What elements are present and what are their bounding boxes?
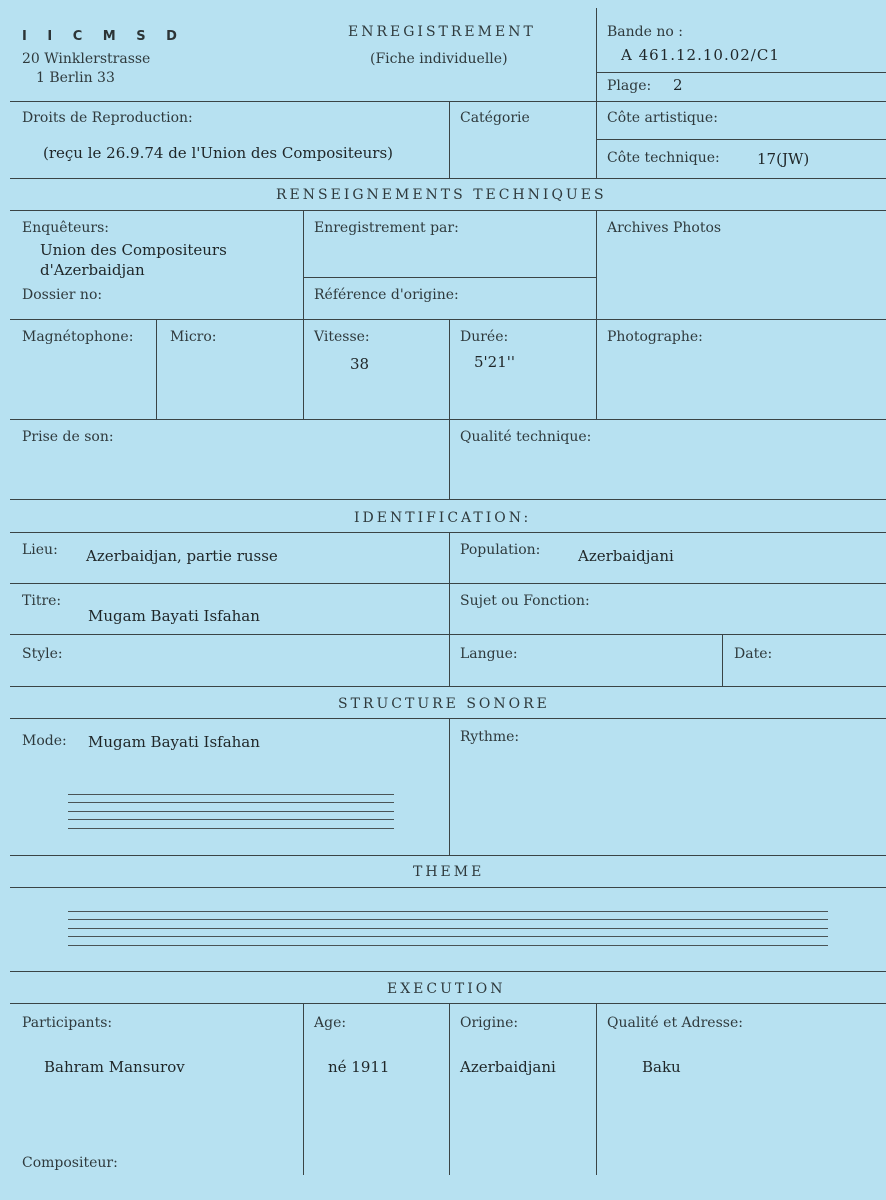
mode-staff-line <box>68 811 394 812</box>
langue-label: Langue: <box>460 646 518 662</box>
form-subtitle: (Fiche individuelle) <box>370 51 508 67</box>
address-line-1: 20 Winklerstrasse <box>22 51 151 67</box>
vline-date <box>722 634 723 686</box>
mode-staff-line <box>68 794 394 795</box>
vline-micro <box>156 319 157 419</box>
date-label: Date: <box>734 646 773 662</box>
vitesse-label: Vitesse: <box>314 329 370 345</box>
enregistrement-par-label: Enregistrement par: <box>314 220 459 236</box>
rythme-label: Rythme: <box>460 729 520 745</box>
section-title-technical: RENSEIGNEMENTS TECHNIQUES <box>276 187 607 203</box>
vline-ident <box>449 532 450 686</box>
vline-duree <box>449 319 450 419</box>
divider-equipment <box>10 419 886 420</box>
bande-value: A 461.12.10.02/C1 <box>621 46 780 64</box>
style-label: Style: <box>22 646 63 662</box>
vline-tech-mid <box>303 210 304 419</box>
vitesse-value: 38 <box>350 355 370 373</box>
divider-titre <box>10 634 886 635</box>
divider-theme-title <box>10 887 886 888</box>
divider-enregistrement <box>303 277 596 278</box>
mode-staff-line <box>68 802 394 803</box>
age-label: Age: <box>314 1015 347 1031</box>
mode-label: Mode: <box>22 733 67 749</box>
vline-origine <box>449 1003 450 1175</box>
divider-theme <box>10 971 886 972</box>
divider-cote <box>596 139 886 140</box>
section-title-structure: STRUCTURE SONORE <box>338 696 550 712</box>
mode-value: Mugam Bayati Isfahan <box>88 733 260 751</box>
qualite-technique-label: Qualité technique: <box>460 429 592 445</box>
theme-staff-line <box>68 919 828 920</box>
population-label: Population: <box>460 542 541 558</box>
address-line-2: 1 Berlin 33 <box>36 70 115 86</box>
divider-dossier <box>10 319 886 320</box>
prise-de-son-label: Prise de son: <box>22 429 114 445</box>
sujet-label: Sujet ou Fonction: <box>460 593 590 609</box>
vline-structure <box>449 718 450 855</box>
vline-age <box>303 1003 304 1175</box>
cote-technique-value: 17(JW) <box>757 150 810 168</box>
theme-staff-line <box>68 945 828 946</box>
micro-label: Micro: <box>170 329 217 345</box>
vline-qualite-adresse <box>596 1003 597 1175</box>
titre-value: Mugam Bayati Isfahan <box>88 607 260 625</box>
compositeur-label: Compositeur: <box>22 1155 118 1171</box>
qualite-adresse-value: Baku <box>642 1058 681 1076</box>
origine-label: Origine: <box>460 1015 519 1031</box>
magnetophone-label: Magnétophone: <box>22 329 134 345</box>
qualite-adresse-label: Qualité et Adresse: <box>607 1015 743 1031</box>
categorie-label: Catégorie <box>460 110 530 126</box>
duree-value: 5'21'' <box>474 353 516 371</box>
reference-label: Référence d'origine: <box>314 287 459 303</box>
divider-style <box>10 686 886 687</box>
enqueteurs-value-2: d'Azerbaidjan <box>40 261 145 279</box>
org-name: I I C M S D <box>22 29 185 44</box>
titre-label: Titre: <box>22 593 62 609</box>
vline-categorie <box>449 101 450 178</box>
lieu-label: Lieu: <box>22 542 58 558</box>
divider-structure-title <box>10 718 886 719</box>
vline-qualite <box>449 419 450 499</box>
divider-ident-title <box>10 532 886 533</box>
section-title-identification: IDENTIFICATION: <box>354 510 532 526</box>
theme-staff-line <box>68 911 828 912</box>
mode-staff-line <box>68 819 394 820</box>
divider-rights <box>10 178 886 179</box>
duree-label: Durée: <box>460 329 509 345</box>
origine-value: Azerbaidjani <box>460 1058 556 1076</box>
divider-header <box>10 101 886 102</box>
mode-staff-line <box>68 828 394 829</box>
theme-staff-line <box>68 928 828 929</box>
cote-artistique-label: Côte artistique: <box>607 110 718 126</box>
droits-label: Droits de Reproduction: <box>22 110 193 126</box>
enqueteurs-label: Enquêteurs: <box>22 220 110 236</box>
divider-structure <box>10 855 886 856</box>
age-value: né 1911 <box>328 1058 390 1076</box>
archives-photos-label: Archives Photos <box>607 220 722 236</box>
droits-value: (reçu le 26.9.74 de l'Union des Compositeurs) <box>43 144 394 162</box>
plage-value: 2 <box>673 76 683 94</box>
cote-technique-label: Côte technique: <box>607 150 720 166</box>
divider-exec-title <box>10 1003 886 1004</box>
section-title-execution: EXECUTION <box>387 981 506 997</box>
vline-header-right <box>596 8 597 178</box>
theme-staff-line <box>68 936 828 937</box>
form-title: ENREGISTREMENT <box>348 24 536 40</box>
lieu-value: Azerbaidjan, partie russe <box>86 547 278 565</box>
section-title-theme: THEME <box>413 864 485 880</box>
divider-bande-plage <box>596 72 886 73</box>
participants-value: Bahram Mansurov <box>44 1058 185 1076</box>
population-value: Azerbaidjani <box>578 547 674 565</box>
divider-prise <box>10 499 886 500</box>
plage-label: Plage: <box>607 78 652 94</box>
participants-label: Participants: <box>22 1015 113 1031</box>
vline-tech-right <box>596 210 597 419</box>
bande-label: Bande no : <box>607 24 683 40</box>
divider-lieu <box>10 583 886 584</box>
photographe-label: Photographe: <box>607 329 703 345</box>
divider-tech-title <box>10 210 886 211</box>
enqueteurs-value-1: Union des Compositeurs <box>40 241 227 259</box>
dossier-label: Dossier no: <box>22 287 103 303</box>
